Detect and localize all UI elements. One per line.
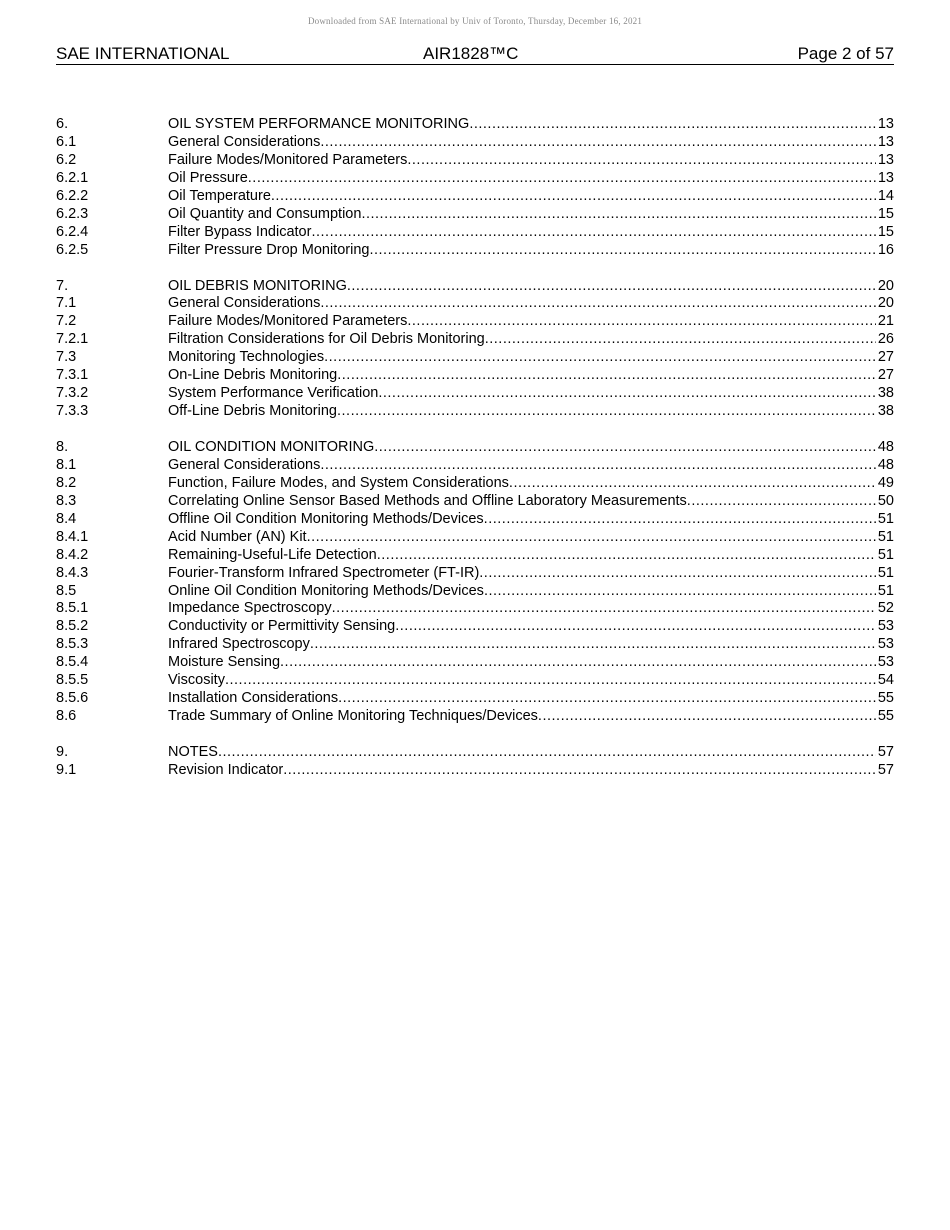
toc-section-number: 7.3 [56, 349, 77, 366]
toc-page-number: 55 [877, 690, 894, 707]
toc-entry[interactable] [56, 331, 894, 349]
toc-entry[interactable] [56, 206, 894, 224]
toc-entry[interactable] [56, 224, 894, 242]
toc-section-title: Online Oil Condition Monitoring Methods/Devices [168, 582, 484, 599]
toc-section-number: 8.5.5 [56, 672, 89, 689]
toc-dot-leader [378, 385, 876, 403]
toc-section-number: 7.3.1 [56, 367, 89, 384]
toc-section-number: 6.2.3 [56, 205, 89, 222]
toc-section-title: Filtration Considerations for Oil Debris Monitoring [168, 331, 485, 348]
toc-entry[interactable] [56, 188, 894, 206]
toc-section-title: Impedance Spectroscopy [168, 600, 332, 617]
toc-dot-leader [374, 439, 876, 457]
toc-section-number: 7. [56, 277, 69, 294]
page-header [56, 44, 894, 65]
toc-page-number: 57 [877, 744, 894, 760]
toc-dot-leader [310, 636, 876, 654]
toc-section-number: 8.4.2 [56, 546, 89, 563]
toc-section-number: 6.2.5 [56, 241, 89, 258]
toc-dot-leader [218, 744, 876, 762]
toc-page-number: 14 [877, 187, 894, 204]
toc-section-title: Trade Summary of Online Monitoring Techniques/Devices [168, 708, 538, 725]
toc-section-title: OIL DEBRIS MONITORING [168, 277, 347, 294]
toc-dot-leader [337, 367, 876, 385]
toc-dot-leader [320, 134, 876, 152]
toc-page-number: 15 [877, 223, 894, 240]
toc-entry[interactable] [56, 134, 894, 152]
toc-section-title: Remaining-Useful-Life Detection [168, 546, 377, 563]
toc-section-title: Function, Failure Modes, and System Considerations [168, 474, 509, 491]
page-number: Page 2 of 57 [797, 44, 894, 63]
toc-page-number: 55 [877, 708, 894, 725]
toc-section-number: 9.1 [56, 761, 77, 778]
toc-page-number: 51 [877, 510, 894, 527]
toc-entry[interactable] [56, 152, 894, 170]
toc-page-number: 48 [877, 456, 894, 473]
toc-entry[interactable] [56, 744, 894, 762]
toc-section-title: OIL SYSTEM PERFORMANCE MONITORING [168, 116, 470, 132]
toc-page-number: 51 [877, 546, 894, 563]
toc-section-title: Failure Modes/Monitored Parameters [168, 151, 408, 168]
toc-page-number: 38 [877, 385, 894, 402]
toc-section-title: Failure Modes/Monitored Parameters [168, 313, 408, 330]
toc-section-title: General Considerations [168, 133, 321, 150]
toc-section-number: 8.4.3 [56, 564, 89, 581]
toc-section-title: Moisture Sensing [168, 654, 281, 671]
toc-dot-leader [324, 349, 876, 367]
toc-dot-leader [407, 313, 876, 331]
toc-page-number: 51 [877, 528, 894, 545]
toc-entry[interactable] [56, 385, 894, 403]
toc-section-group [56, 744, 894, 780]
toc-entry[interactable] [56, 565, 894, 583]
toc-section-number: 8.6 [56, 708, 77, 725]
toc-section-number: 8.5 [56, 582, 77, 599]
toc-page-number: 13 [877, 116, 894, 132]
toc-section-number: 8.5.4 [56, 654, 89, 671]
toc-section-number: 8.5.3 [56, 636, 89, 653]
toc-section-number: 8.4.1 [56, 528, 89, 545]
toc-section-number: 7.2.1 [56, 331, 89, 348]
toc-entry[interactable] [56, 654, 894, 672]
toc-section-title: Off-Line Debris Monitoring [168, 403, 337, 420]
toc-entry[interactable] [56, 547, 894, 565]
toc-entry[interactable] [56, 457, 894, 475]
toc-dot-leader [320, 295, 876, 313]
toc-dot-leader [271, 188, 876, 206]
toc-page-number: 27 [877, 367, 894, 384]
toc-page-number: 53 [877, 636, 894, 653]
toc-page-number: 21 [877, 313, 894, 330]
toc-page-number: 50 [877, 492, 894, 509]
toc-section-number: 9. [56, 744, 69, 760]
toc-section-number: 8.2 [56, 474, 77, 491]
toc-entry[interactable] [56, 583, 894, 601]
toc-section-number: 8.1 [56, 456, 77, 473]
toc-section-title: Conductivity or Permittivity Sensing [168, 618, 396, 635]
toc-entry[interactable] [56, 475, 894, 493]
toc-entry[interactable] [56, 116, 894, 134]
toc-page-number: 20 [877, 295, 894, 312]
toc-section-number: 7.3.2 [56, 385, 89, 402]
toc-section-title: Filter Pressure Drop Monitoring [168, 241, 370, 258]
toc-entry[interactable] [56, 529, 894, 547]
toc-section-number: 8.5.1 [56, 600, 89, 617]
toc-dot-leader [307, 529, 876, 547]
toc-entry[interactable] [56, 295, 894, 313]
toc-entry[interactable] [56, 690, 894, 708]
toc-dot-leader [484, 583, 876, 601]
toc-section-title: Fourier-Transform Infrared Spectrometer (FT-IR) [168, 564, 480, 581]
toc-section-title: Oil Pressure [168, 169, 248, 186]
toc-entry[interactable] [56, 439, 894, 457]
toc-page-number: 49 [877, 474, 894, 491]
toc-page-number: 38 [877, 403, 894, 420]
toc-dot-leader [509, 475, 876, 493]
toc-section-number: 8.3 [56, 492, 77, 509]
toc-entry[interactable] [56, 493, 894, 511]
toc-dot-leader [538, 708, 876, 726]
toc-section-number: 6.2.2 [56, 187, 89, 204]
toc-section-title: OIL CONDITION MONITORING [168, 439, 375, 455]
toc-dot-leader [361, 206, 875, 224]
toc-page-number: 26 [877, 331, 894, 348]
toc-dot-leader [479, 565, 876, 583]
toc-page-number: 52 [877, 600, 894, 617]
toc-entry[interactable] [56, 762, 894, 780]
toc-dot-leader [248, 170, 876, 188]
toc-section-number: 7.3.3 [56, 403, 89, 420]
toc-page-number: 51 [877, 582, 894, 599]
download-watermark: Downloaded from SAE International by Univ of Toronto, Thursday, December 16, 2021 [307, 16, 643, 26]
toc-entry[interactable] [56, 349, 894, 367]
toc-page-number: 13 [877, 133, 894, 150]
toc-dot-leader [484, 511, 876, 529]
toc-entry[interactable] [56, 313, 894, 331]
toc-section-title: NOTES [168, 744, 218, 760]
toc-section-number: 6. [56, 116, 69, 132]
toc-entry[interactable] [56, 242, 894, 260]
toc-section-group [56, 278, 894, 422]
toc-entry[interactable] [56, 618, 894, 636]
toc-section-title: Correlating Online Sensor Based Methods and Offline Laboratory Measurements [168, 492, 687, 509]
toc-section-number: 6.2.1 [56, 169, 89, 186]
toc-entry[interactable] [56, 708, 894, 726]
toc-section-number: 6.2.4 [56, 223, 89, 240]
toc-section-title: Acid Number (AN) Kit [168, 528, 307, 545]
toc-section-title: Offline Oil Condition Monitoring Methods/Devices [168, 510, 484, 527]
toc-page-number: 16 [877, 241, 894, 258]
toc-dot-leader [225, 672, 876, 690]
toc-section-number: 7.1 [56, 295, 77, 312]
toc-page-number: 15 [877, 205, 894, 222]
toc-dot-leader [369, 242, 875, 260]
toc-section-number: 6.2 [56, 151, 77, 168]
toc-entry[interactable] [56, 672, 894, 690]
toc-dot-leader [280, 654, 876, 672]
toc-section-number: 8.4 [56, 510, 77, 527]
toc-page-number: 13 [877, 169, 894, 186]
toc-dot-leader [377, 547, 876, 565]
toc-section-title: Infrared Spectroscopy [168, 636, 310, 653]
toc-section-title: Viscosity [168, 672, 225, 689]
toc-entry[interactable] [56, 511, 894, 529]
toc-dot-leader [347, 278, 876, 296]
toc-entry[interactable] [56, 170, 894, 188]
table-of-contents [56, 116, 894, 798]
toc-dot-leader [311, 224, 875, 242]
toc-dot-leader [332, 600, 876, 618]
toc-dot-leader [407, 152, 876, 170]
toc-page-number: 20 [877, 277, 894, 294]
toc-section-group [56, 439, 894, 726]
toc-section-number: 8.5.2 [56, 618, 89, 635]
toc-section-title: Installation Considerations [168, 690, 339, 707]
toc-page-number: 54 [877, 672, 894, 689]
toc-dot-leader [687, 493, 876, 511]
toc-section-title: Oil Temperature [168, 187, 271, 204]
toc-dot-leader [337, 403, 876, 421]
toc-page-number: 51 [877, 564, 894, 581]
toc-section-number: 8.5.6 [56, 690, 89, 707]
toc-section-title: On-Line Debris Monitoring [168, 367, 338, 384]
toc-section-title: Revision Indicator [168, 761, 284, 778]
toc-section-title: General Considerations [168, 295, 321, 312]
toc-dot-leader [320, 457, 876, 475]
toc-entry[interactable] [56, 403, 894, 421]
toc-section-number: 7.2 [56, 313, 77, 330]
toc-dot-leader [395, 618, 876, 636]
toc-page-number: 48 [877, 439, 894, 455]
toc-dot-leader [485, 331, 876, 349]
toc-section-title: General Considerations [168, 456, 321, 473]
toc-page-number: 53 [877, 618, 894, 635]
toc-entry[interactable] [56, 600, 894, 618]
toc-entry[interactable] [56, 367, 894, 385]
toc-entry[interactable] [56, 278, 894, 296]
toc-dot-leader [283, 762, 876, 780]
toc-page-number: 13 [877, 151, 894, 168]
document-number: AIR1828™C [423, 44, 519, 63]
toc-section-title: Oil Quantity and Consumption [168, 205, 362, 222]
publisher-name: SAE INTERNATIONAL [56, 44, 230, 63]
toc-section-title: System Performance Verification [168, 385, 379, 402]
toc-dot-leader [469, 116, 876, 134]
toc-section-number: 6.1 [56, 133, 77, 150]
toc-page-number: 27 [877, 349, 894, 366]
toc-section-title: Monitoring Technologies [168, 349, 325, 366]
toc-page-number: 53 [877, 654, 894, 671]
toc-section-group [56, 116, 894, 260]
toc-section-number: 8. [56, 439, 69, 455]
toc-section-title: Filter Bypass Indicator [168, 223, 312, 240]
toc-dot-leader [338, 690, 876, 708]
toc-entry[interactable] [56, 636, 894, 654]
toc-page-number: 57 [877, 761, 894, 778]
